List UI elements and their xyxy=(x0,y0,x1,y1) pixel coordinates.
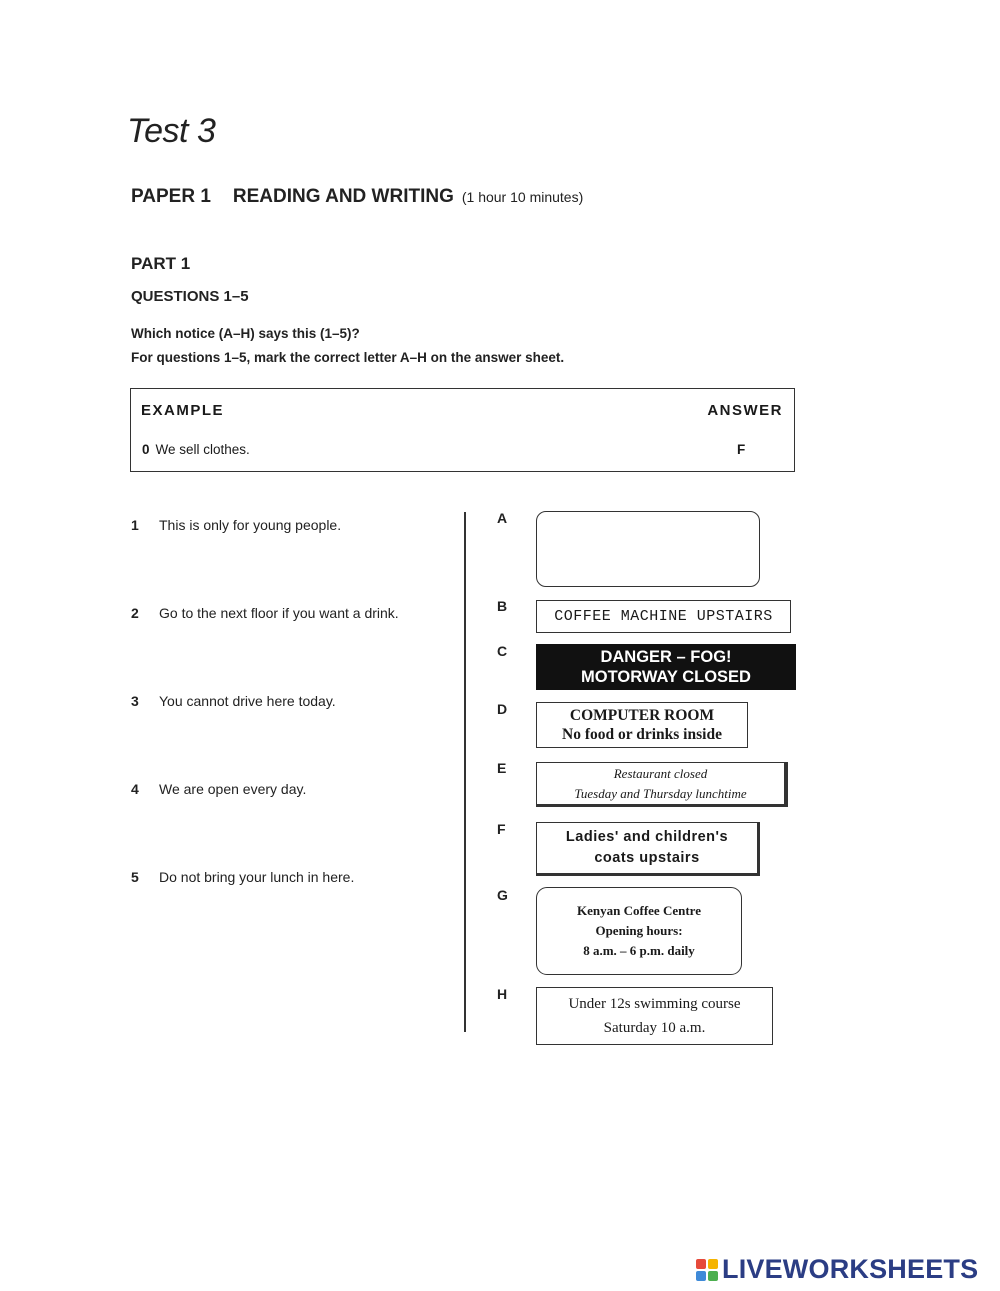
paper-label: PAPER 1 xyxy=(131,186,211,207)
notice-g-line: Kenyan Coffee Centre xyxy=(577,903,701,918)
question-text: We are open every day. xyxy=(159,781,307,797)
question-item xyxy=(131,605,399,621)
liveworksheets-brand xyxy=(696,1254,978,1285)
question-number: 4 xyxy=(131,781,139,797)
notice-d-line: No food or drinks inside xyxy=(562,726,722,743)
notice-f-line: coats upstairs xyxy=(594,850,700,866)
notice-d-line: COMPUTER ROOM xyxy=(569,707,715,724)
notice-b xyxy=(536,600,791,633)
notice-c xyxy=(536,644,796,690)
logo-tile xyxy=(696,1271,706,1281)
notice-g-line: Opening hours: xyxy=(595,923,683,938)
example-text: We sell clothes. xyxy=(155,442,250,457)
example-label: EXAMPLE xyxy=(141,402,225,419)
logo-tile xyxy=(696,1259,706,1269)
question-number: 5 xyxy=(131,869,139,885)
brand-name: LIVEWORKSHEETS xyxy=(722,1254,979,1284)
notice-h-line: Saturday 10 a.m. xyxy=(603,1020,706,1036)
paper-name: READING AND WRITING xyxy=(232,186,454,207)
notice-letter-g: G xyxy=(497,887,508,903)
question-number: 2 xyxy=(131,605,139,621)
notice-h xyxy=(536,987,773,1045)
example-sentence xyxy=(142,442,250,457)
example-box xyxy=(130,388,795,472)
notice-letter-b: B xyxy=(497,598,508,614)
notice-c-line: DANGER – FOG! xyxy=(600,648,732,666)
question-text: You cannot drive here today. xyxy=(159,693,336,709)
notice-g xyxy=(536,887,742,975)
notice-f-line: Ladies' and children's xyxy=(565,829,729,845)
notice-a xyxy=(536,511,760,587)
notice-e-line: Tuesday and Thursday lunchtime xyxy=(574,785,747,801)
question-item xyxy=(131,517,341,533)
notice-b-line: COFFEE MACHINE UPSTAIRS xyxy=(554,608,773,625)
question-text: Do not bring your lunch in here. xyxy=(159,869,355,885)
question-item xyxy=(131,693,336,709)
test-title: Test 3 xyxy=(127,112,216,150)
logo-tile xyxy=(708,1271,718,1281)
notice-letter-c: C xyxy=(497,643,508,659)
liveworksheets-logo-icon xyxy=(696,1259,718,1281)
question-item xyxy=(131,869,354,885)
notice-letter-f: F xyxy=(497,821,506,837)
instruction-line-1: Which notice (A–H) says this (1–5)? xyxy=(131,326,360,341)
paper-duration: (1 hour 10 minutes) xyxy=(461,189,584,205)
notice-c-line: MOTORWAY CLOSED xyxy=(581,668,751,686)
notice-letter-h: H xyxy=(497,986,508,1002)
part-title: PART 1 xyxy=(131,254,191,273)
question-number: 3 xyxy=(131,693,139,709)
logo-tile xyxy=(708,1259,718,1269)
question-text: This is only for young people. xyxy=(159,517,342,533)
notice-letter-a: A xyxy=(497,510,508,526)
question-number: 1 xyxy=(131,517,139,533)
notice-g-line: 8 a.m. – 6 p.m. daily xyxy=(583,943,695,958)
notice-letter-d: D xyxy=(497,701,508,717)
notice-h-line: Under 12s swimming course xyxy=(568,996,741,1012)
notice-e-line: Restaurant closed xyxy=(613,765,708,781)
answer-label: ANSWER xyxy=(707,402,783,419)
paper-heading xyxy=(131,186,583,208)
notice-f xyxy=(536,822,760,876)
example-answer: F xyxy=(737,442,746,457)
notice-e xyxy=(536,762,788,807)
question-text: Go to the next floor if you want a drink. xyxy=(159,605,399,621)
example-number: 0 xyxy=(142,442,150,457)
column-divider xyxy=(464,512,466,1032)
notice-letter-e: E xyxy=(497,760,507,776)
question-item xyxy=(131,781,306,797)
notice-d xyxy=(536,702,748,748)
questions-range: QUESTIONS 1–5 xyxy=(131,288,249,305)
instruction-line-2: For questions 1–5, mark the correct letter A–H on the answer sheet. xyxy=(131,350,565,365)
